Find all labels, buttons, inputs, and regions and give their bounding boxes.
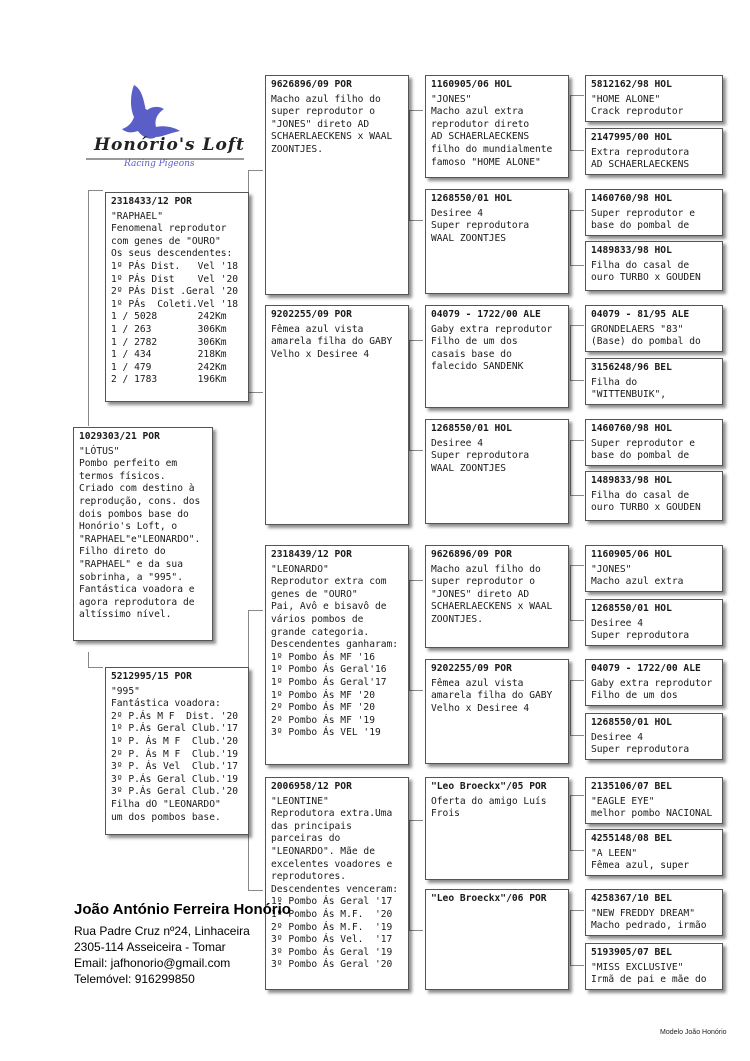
ancestor-card (585, 419, 723, 466)
card-line: "RAPHAEL" (111, 210, 163, 222)
ancestor-card (585, 189, 723, 236)
card-line: Macho azul filho do (431, 563, 541, 575)
ring-number: "Leo Broeckx"/05 POR (431, 781, 547, 792)
ring-number: 9202255/09 POR (431, 663, 512, 674)
card-line: SCHAERLAECKENS x WAAL (431, 601, 553, 613)
card-line: reprodutor direto (431, 118, 530, 130)
card-line: 1 / 2782 306Km (111, 336, 227, 348)
ring-number: 5193905/07 BEL (591, 947, 672, 958)
card-line: amarela filha do GABY (271, 336, 393, 348)
ring-number: 2006958/12 POR (271, 781, 352, 792)
card-line: "LÓTUS" (79, 445, 120, 457)
ring-number: 2135106/07 BEL (591, 781, 672, 792)
loft-logo (72, 75, 252, 175)
ancestor-card (585, 713, 723, 760)
card-line: sobrinha, a "995". (79, 571, 183, 583)
card-line: Desiree 4 (431, 437, 483, 449)
card-line: ouro TURBO x GOUDEN (591, 272, 701, 284)
ring-number: 3156248/96 BEL (591, 362, 672, 373)
card-line: Descendentes venceram: (271, 883, 399, 895)
ancestor-card (585, 829, 723, 876)
card-line: AD SCHAERLAECKENS (431, 131, 530, 143)
card-line: SCHAERLAECKENS x WAAL (271, 131, 393, 143)
ring-number: 5812162/98 HOL (591, 79, 672, 90)
card-line: Super reprodutor e (591, 207, 695, 219)
card-line: Super reprodutora (591, 630, 690, 642)
owner-name: João António Ferreira Honório (74, 901, 291, 918)
card-line: Macho azul extra (431, 106, 524, 118)
ring-number: 04079 - 1722/00 ALE (431, 309, 541, 320)
card-line: 2º P. Ás M F Club.'19 (111, 748, 239, 760)
logo-title: Honório's Loft (94, 135, 246, 155)
ring-number: 04079 - 81/95 ALE (591, 309, 690, 320)
ancestor-card (585, 889, 723, 936)
card-line: dois pombos base do (79, 508, 189, 520)
card-line: Filho de um dos (591, 690, 678, 702)
card-line: 1º PÁs Coleti.Vel '18 (111, 298, 239, 310)
card-line: Desiree 4 (591, 617, 643, 629)
card-line: Filha do casal de (591, 489, 690, 501)
ring-number: 2318439/12 POR (271, 549, 352, 560)
ring-number: 9626896/09 POR (271, 79, 352, 90)
card-line: 1 / 263 306Km (111, 323, 227, 335)
card-line: Pombo perfeito em (79, 458, 178, 470)
card-line: Desiree 4 (431, 207, 483, 219)
card-line: "A LEEN" (591, 847, 638, 859)
card-line: "HOME ALONE" (591, 93, 661, 105)
ancestor-card (425, 75, 569, 178)
card-line: ZOONTJES. (271, 143, 323, 155)
dam-sire-card (265, 545, 409, 765)
card-line: "NEW FREDDY DREAM" (591, 907, 695, 919)
ancestor-card (585, 471, 723, 521)
card-line: 1º P. Ás M F Club.'20 (111, 735, 239, 747)
phone-line: Telemóvel: 916299850 (74, 972, 195, 986)
ancestor-card (585, 943, 723, 990)
card-line: "LEONARDO" (271, 563, 329, 575)
ancestor-card (425, 305, 569, 408)
card-line: base do pombal de (591, 220, 690, 232)
card-line: Filha dO "LEONARDO" (111, 798, 221, 810)
card-line: Macho pedrado, irmão (591, 920, 707, 932)
ancestor-card (585, 305, 723, 352)
card-line: Fêmea azul vista (271, 323, 364, 335)
email-line: Email: jafhonorio@gmail.com (74, 956, 231, 970)
card-line: com genes de "OURO" (111, 235, 221, 247)
card-line: 1º PÁs Dist. Vel '18 (111, 260, 239, 272)
card-line: altíssimo nível. (79, 609, 172, 621)
card-line: genes de "OURO" (271, 588, 358, 600)
ring-number: 2147995/00 HOL (591, 132, 672, 143)
card-line: vários pombos de (271, 613, 364, 625)
card-line: Filho de um dos (431, 336, 518, 348)
card-line: Macho azul extra (591, 576, 684, 588)
card-line: ouro TURBO x GOUDEN (591, 502, 701, 514)
card-line: Oferta do amigo Luís (431, 795, 547, 807)
card-line: 1 / 5028 242Km (111, 311, 227, 323)
card-line: casais base do (431, 348, 512, 360)
dam-card (105, 667, 249, 835)
card-line: um dos pombos base. (111, 811, 221, 823)
card-line: melhor pombo NACIONAL (591, 808, 713, 820)
ring-number: 1489833/98 HOL (591, 475, 672, 486)
card-line: 3º Pombo Ás Geral '19 (271, 946, 393, 958)
card-line: 3º Pombo Ás VEL '19 (271, 727, 381, 739)
ancestor-card (585, 128, 723, 175)
card-line: grande categoria. (271, 626, 370, 638)
card-line: Reprodutora extra.Uma (271, 808, 393, 820)
card-line: Extra reprodutora (591, 146, 690, 158)
card-line: falecido SANDENK (431, 361, 524, 373)
card-line: 2º Pombo Ás M.F. '19 (271, 921, 393, 933)
ancestor-card (585, 545, 723, 592)
card-line: Macho azul filho do (271, 93, 381, 105)
card-line: "JONES" (431, 93, 472, 105)
ring-number: 5212995/15 POR (111, 671, 192, 682)
card-line: 1º Pombo Ás M.F. '20 (271, 908, 393, 920)
card-line: "WITTENBUIK", (591, 389, 667, 401)
card-line: 1º Pombo Ás MF '16 (271, 651, 375, 663)
card-line: super reprodutor o (431, 576, 535, 588)
card-line: Filho direto do (79, 546, 166, 558)
card-line: das principais (271, 820, 352, 832)
card-line: 2º PÁs Dist .Geral '20 (111, 286, 239, 298)
ring-number: 1160905/06 HOL (591, 549, 672, 560)
ring-number: 4258367/10 BEL (591, 893, 672, 904)
ring-number: 1029303/21 POR (79, 431, 160, 442)
card-line: Pai, Avô e bisavô de (271, 601, 387, 613)
logo-subtitle: Racing Pigeons (124, 159, 195, 169)
card-line: base do pombal de (591, 450, 690, 462)
ring-number: "Leo Broeckx"/06 POR (431, 893, 547, 904)
card-line: Super reprodutora (431, 220, 530, 232)
ancestor-card (585, 241, 723, 291)
card-line: GRONDELAERS "83" (591, 323, 684, 335)
footer-model-label: Modelo João Honório (660, 1029, 727, 1036)
ring-number: 04079 - 1722/00 ALE (591, 663, 701, 674)
ring-number: 4255148/08 BEL (591, 833, 672, 844)
card-line: Honório's Loft, o (79, 521, 178, 533)
card-line: 1º Pombo Ás MF '20 (271, 689, 375, 701)
card-line: Fantástica voadora: (111, 698, 221, 710)
card-line: 3º P. Ás Vel Club.'17 (111, 761, 239, 773)
card-line: Gaby extra reprodutor (591, 677, 713, 689)
card-line: "RAPHAEL"e"LEONARDO". (79, 533, 201, 545)
ring-number: 1489833/98 HOL (591, 245, 672, 256)
card-line: "JONES" (591, 563, 632, 575)
card-line: amarela filha do GABY (431, 690, 553, 702)
contact-block (74, 900, 291, 987)
sire-card (105, 192, 249, 402)
card-line: 2 / 1783 196Km (111, 374, 227, 386)
card-line: Reprodutor extra com (271, 576, 387, 588)
card-line: Fantástica voadora e (79, 584, 195, 596)
card-line: 3º P.Ás Geral Club.'20 (111, 786, 239, 798)
ancestor-card (425, 659, 569, 764)
card-line: Filha do casal de (591, 259, 690, 271)
sire-sire-card (265, 75, 409, 295)
card-line: ZOONTJES. (431, 613, 483, 625)
card-line: excelentes voadores e (271, 858, 393, 870)
card-line: "LEONARDO". Mãe de (271, 845, 375, 857)
card-line: famoso "HOME ALONE" (431, 156, 541, 168)
card-line: filho do mundialmente (431, 143, 553, 155)
card-line: Os seus descendentes: (111, 248, 233, 260)
card-line: 2º Pombo Ás MF '19 (271, 714, 375, 726)
card-line: reprodução, cons. dos (79, 495, 201, 507)
card-line: 1º P.Ás Geral Club.'17 (111, 723, 239, 735)
card-line: Irmã de pai e mãe do (591, 974, 707, 986)
card-line: parceiras do (271, 833, 341, 845)
ancestor-card (585, 659, 723, 706)
ring-number: 1268550/01 HOL (591, 603, 672, 614)
card-line: Fenomenal reprodutor (111, 223, 227, 235)
sire-dam-card (265, 305, 409, 525)
card-line: 2º P.Ás M F Dist. '20 (111, 710, 239, 722)
ancestor-card (585, 599, 723, 646)
card-line: 1 / 434 218Km (111, 349, 227, 361)
card-line: 3º P.Ás Geral Club.'19 (111, 773, 239, 785)
card-line: WAAL ZOONTJES (431, 462, 507, 474)
ancestor-card (585, 358, 723, 405)
card-line: Velho x Desiree 4 (431, 702, 530, 714)
card-line: 1º Pombo Ás Geral'17 (271, 676, 387, 688)
card-line: Super reprodutor e (591, 437, 695, 449)
card-line: Filha do (591, 376, 638, 388)
ring-number: 9626896/09 POR (431, 549, 512, 560)
ring-number: 1268550/01 HOL (591, 717, 672, 728)
card-line: (Base) do pombal do (591, 336, 701, 348)
card-line: Criado com destino à (79, 483, 195, 495)
card-line: "LEONTINE" (271, 795, 329, 807)
ancestor-card (425, 419, 569, 524)
card-line: AD SCHAERLAECKENS (591, 159, 690, 171)
card-line: "MISS EXCLUSIVE" (591, 961, 684, 973)
ring-number: 1160905/06 HOL (431, 79, 512, 90)
card-line: Fêmea azul vista (431, 677, 524, 689)
ancestor-card (585, 777, 723, 824)
ring-number: 9202255/09 POR (271, 309, 352, 320)
card-line: Fêmea azul, super (591, 860, 690, 872)
ring-number: 1460760/98 HOL (591, 193, 672, 204)
card-line: Descendentes ganharam: (271, 639, 399, 651)
subject-pigeon-card (73, 427, 213, 641)
ring-number: 2318433/12 POR (111, 196, 192, 207)
ring-number: 1268550/01 HOL (431, 423, 512, 434)
card-line: "995" (111, 685, 140, 697)
card-line: reprodutores. (271, 871, 347, 883)
ancestor-card (585, 75, 723, 122)
card-line: Super reprodutora (431, 450, 530, 462)
card-line: Desiree 4 (591, 731, 643, 743)
city-line: 2305-114 Asseiceira - Tomar (74, 940, 226, 954)
card-line: Gaby extra reprodutor (431, 323, 553, 335)
card-line: "JONES" direto AD (431, 588, 530, 600)
card-line: WAAL ZOONTJES (431, 232, 507, 244)
card-line: "EAGLE EYE" (591, 795, 655, 807)
card-line: super reprodutor o (271, 106, 375, 118)
card-line: termos físicos. (79, 470, 166, 482)
address-line: Rua Padre Cruz nº24, Linhaceira (74, 924, 250, 938)
ancestor-card (425, 889, 569, 990)
card-line: agora reprodutora de (79, 596, 195, 608)
card-line: Frois (431, 808, 460, 820)
card-line: 2º Pombo Ás MF '20 (271, 702, 375, 714)
card-line: 1º Pombo Ás Geral '17 (271, 896, 393, 908)
card-line: 1º PÁs Dist Vel '20 (111, 273, 239, 285)
ancestor-card (425, 189, 569, 294)
card-line: Super reprodutora (591, 744, 690, 756)
card-line: Velho x Desiree 4 (271, 348, 370, 360)
card-line: Crack reprodutor (591, 106, 684, 118)
card-line: "JONES" direto AD (271, 118, 370, 130)
ring-number: 1460760/98 HOL (591, 423, 672, 434)
card-line: 1º Pombo Ás Geral'16 (271, 664, 387, 676)
ancestor-card (425, 777, 569, 880)
card-line: 1 / 479 242Km (111, 361, 227, 373)
card-line: 3º Pombo Ás Geral '20 (271, 959, 393, 971)
card-line: "RAPHAEL" e da sua (79, 558, 183, 570)
card-line: 3º Pombo Ás Vel. '17 (271, 934, 393, 946)
ancestor-card (425, 545, 569, 648)
ring-number: 1268550/01 HOL (431, 193, 512, 204)
